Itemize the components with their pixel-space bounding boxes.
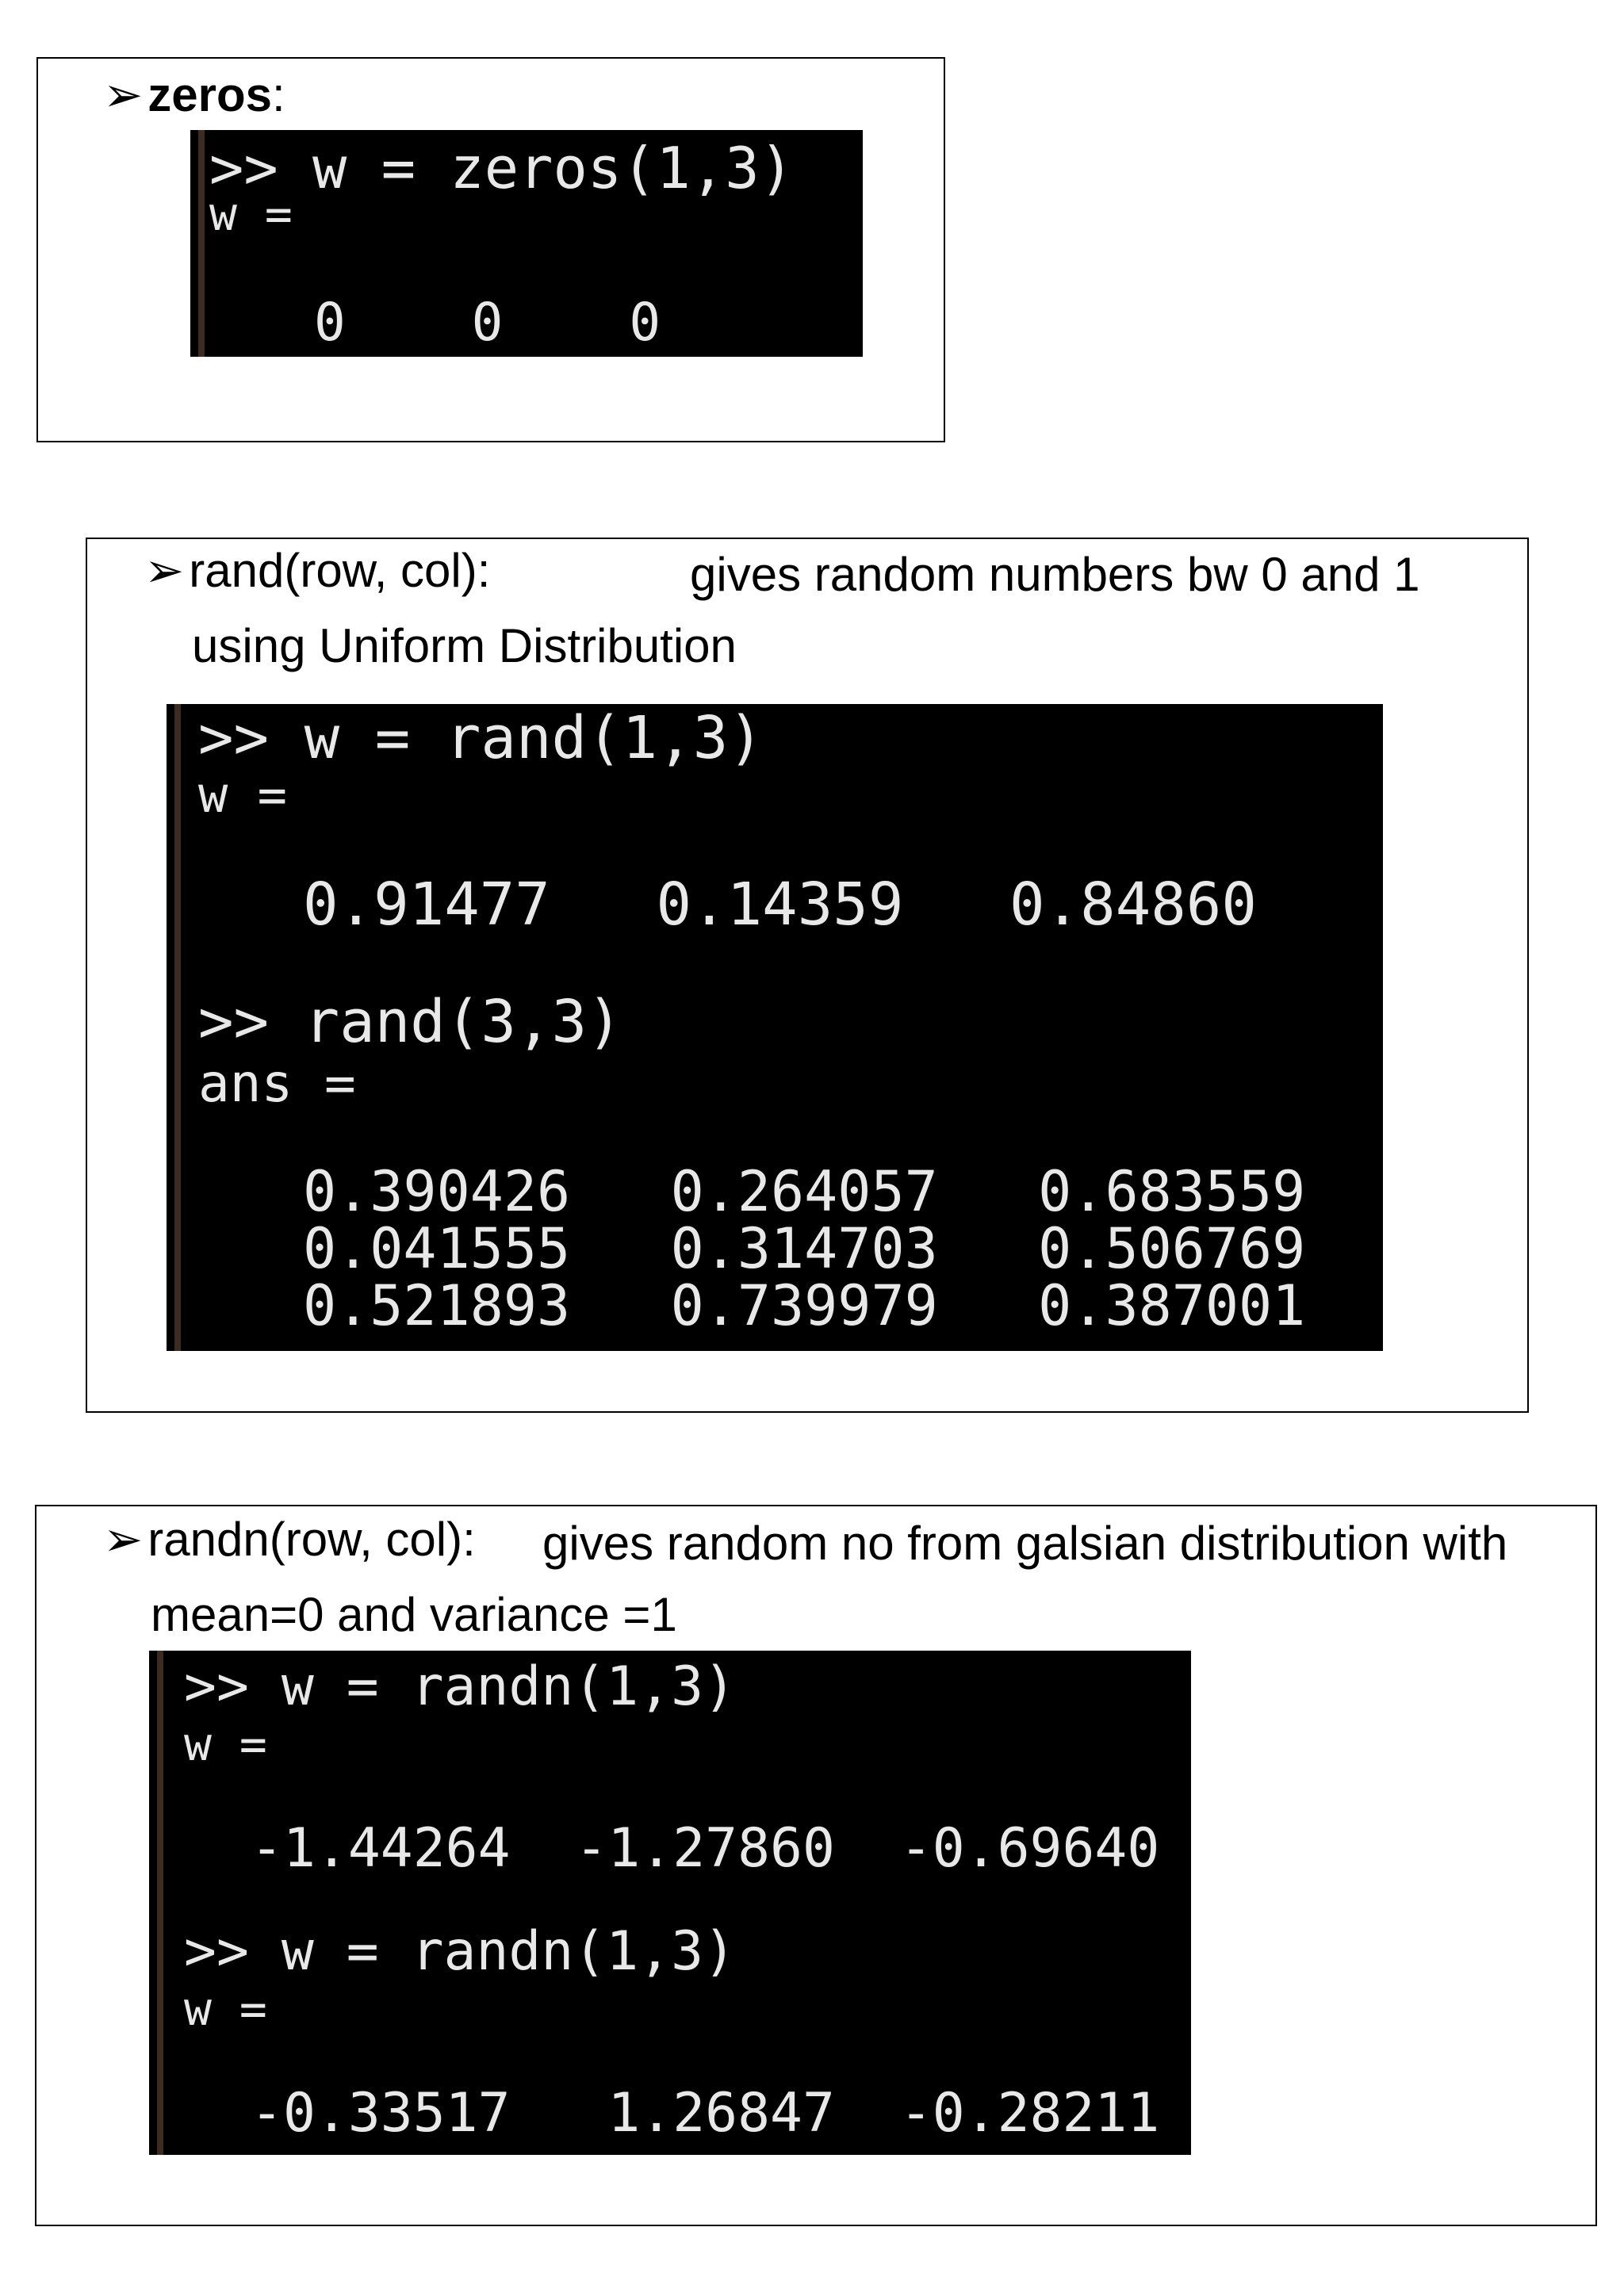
- terminal-line: 0.041555 0.314703 0.506769: [303, 1216, 1306, 1281]
- terminal-line: 0.390426 0.264057 0.683559: [303, 1159, 1306, 1224]
- terminal-line: 0.521893 0.739979 0.387001: [303, 1273, 1306, 1338]
- terminal-line: 0 0 0: [314, 292, 661, 353]
- terminal-line: >> rand(3,3): [198, 988, 622, 1056]
- terminal-edge: [174, 704, 181, 1351]
- arrow-bullet-icon: ➢: [103, 68, 144, 121]
- arrow-bullet-icon: ➢: [103, 1513, 144, 1566]
- terminal-line: w =: [184, 1982, 267, 2036]
- rand-description-1: gives random numbers bw 0 and 1: [690, 548, 1420, 601]
- randn-heading-text: randn(row, col):: [147, 1513, 476, 1566]
- randn-description-1: gives random no from galsian distribution with: [542, 1517, 1508, 1570]
- terminal-line: ans =: [198, 1053, 356, 1114]
- terminal-line: -0.33517 1.26847 -0.28211: [251, 2082, 1160, 2145]
- rand-terminal: [167, 704, 1383, 1351]
- zeros-terminal: [190, 130, 863, 357]
- terminal-line: >> w = randn(1,3): [184, 1655, 736, 1718]
- rand-description-2: using Uniform Distribution: [192, 619, 737, 672]
- randn-heading: [103, 1513, 476, 1566]
- terminal-edge: [157, 1651, 163, 2155]
- terminal-line: >> w = zeros(1,3): [209, 135, 794, 201]
- terminal-line: -1.44264 -1.27860 -0.69640: [251, 1817, 1160, 1880]
- terminal-line: 0.91477 0.14359 0.84860: [303, 871, 1257, 939]
- terminal-line: >> w = rand(1,3): [198, 704, 764, 772]
- zeros-heading-bold: zeros: [147, 68, 273, 121]
- randn-description-2: mean=0 and variance =1: [151, 1588, 677, 1641]
- zeros-heading: [103, 68, 285, 121]
- rand-heading-text: rand(row, col):: [189, 544, 491, 597]
- zeros-heading-colon: :: [272, 68, 285, 121]
- arrow-bullet-icon: ➢: [144, 544, 185, 597]
- terminal-line: >> w = randn(1,3): [184, 1920, 736, 1983]
- terminal-edge: [198, 130, 205, 357]
- terminal-line: w =: [209, 187, 293, 241]
- terminal-line: w =: [184, 1717, 267, 1771]
- randn-terminal: [149, 1651, 1191, 2155]
- rand-heading: [144, 544, 491, 597]
- terminal-line: w =: [198, 766, 287, 824]
